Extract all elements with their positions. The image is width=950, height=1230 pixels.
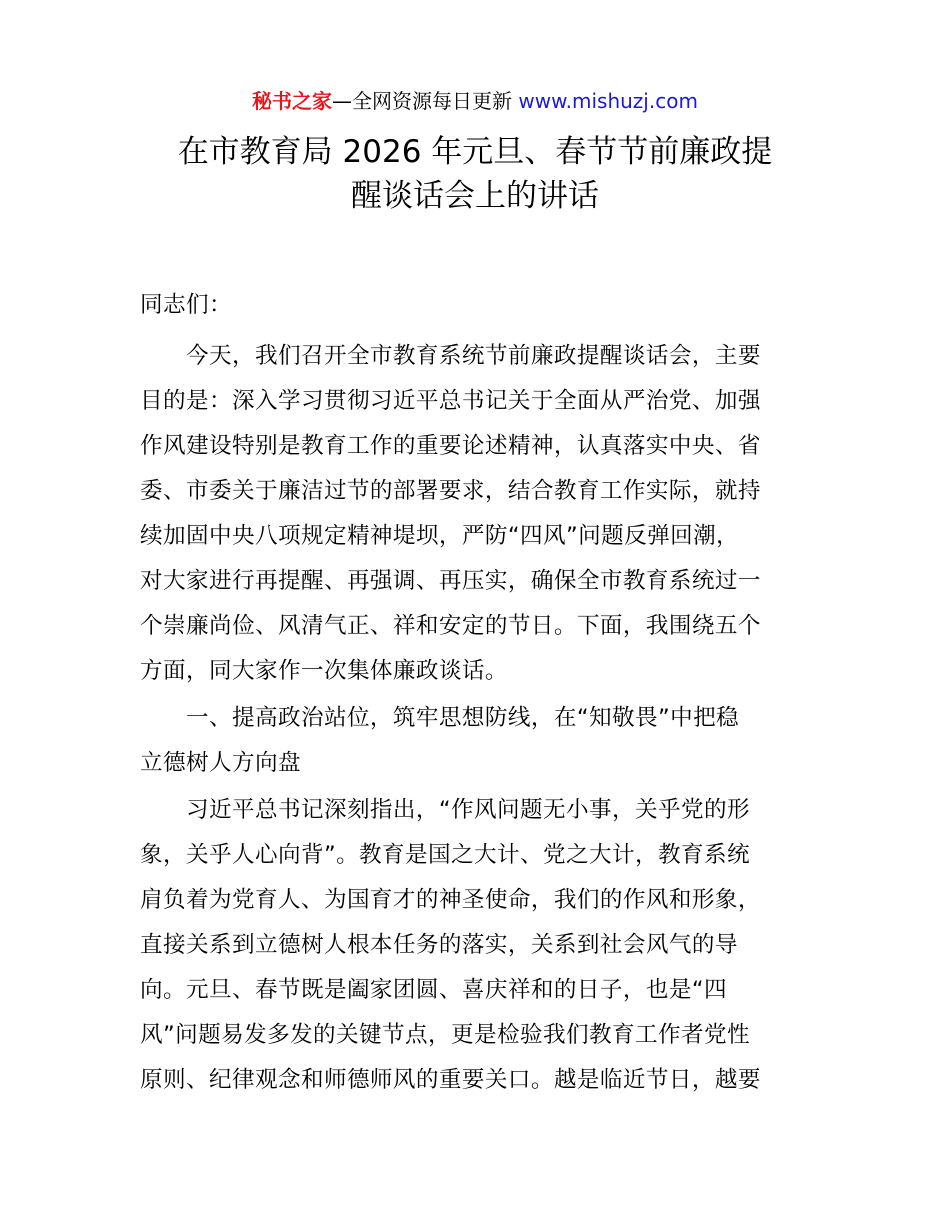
text-line: 作风建设特别是教育工作的重要论述精神，认真落实中央、省 [140,433,761,459]
text-line: 向。元旦、春节既是阖家团圆、喜庆祥和的日子，也是“四 [140,977,727,1003]
heading-line: 一、提高政治站位，筑牢思想防线，在“知敬畏”中把稳 [140,705,740,731]
heading-line: 立德树人方向盘 [140,750,301,776]
text-line: 直接关系到立德树人根本任务的落实，关系到社会风气的导 [140,932,738,958]
text-line: 原则、纪律观念和师德师风的重要关口。越是临近节日，越要 [140,1067,761,1093]
text-line: 目的是：深入学习贯彻习近平总书记关于全面从严治党、加强 [140,388,761,414]
text-line: 对大家进行再提醒、再强调、再压实，确保全市教育系统过一 [140,568,761,594]
salutation: 同志们： [140,292,232,318]
brand-name: 秘书之家 [252,89,333,113]
text-line: 风”问题易发多发的关键节点，更是检验我们教育工作者党性 [140,1022,750,1048]
document-title [100,130,850,218]
text-line: 委、市委关于廉洁过节的部署要求，结合教育工作实际，就持 [140,478,761,504]
text-line: 个崇廉尚俭、风清气正、祥和安定的节日。下面，我围绕五个 [140,613,761,639]
title-line-1: 在市教育局 2026 年元旦、春节节前廉政提 [177,134,773,170]
banner-slogan: —全网资源每日更新 [332,89,513,113]
title-line-2: 醒谈话会上的讲话 [351,178,599,214]
text-line: 象，关乎人心向背”。教育是国之大计、党之大计，教育系统 [140,842,750,868]
text-line: 今天，我们召开全市教育系统节前廉政提醒谈话会，主要 [140,343,761,369]
text-line: 方面，同大家作一次集体廉政谈话。 [140,658,508,684]
text-line: 习近平总书记深刻指出，“作风问题无小事，关乎党的形 [140,797,750,823]
site-url-link[interactable]: www.mishuzj.com [518,89,698,113]
text-line: 续加固中央八项规定精神堤坝，严防“四风”问题反弹回潮， [140,523,740,549]
site-banner [0,86,950,116]
text-line: 肩负着为党育人、为国育才的神圣使命，我们的作风和形象， [140,887,761,913]
